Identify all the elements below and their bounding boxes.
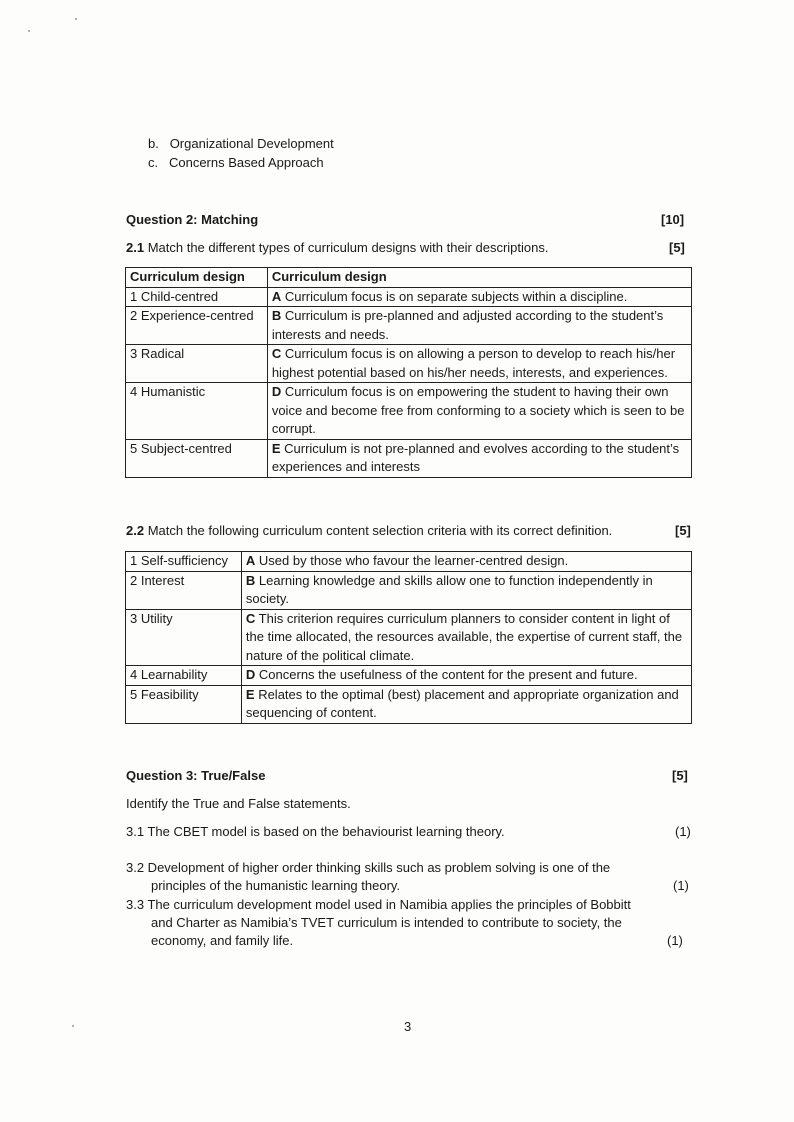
criterion-cell: 4 Learnability: [126, 666, 242, 686]
section-2-1-instruction: [126, 240, 548, 255]
scan-speck: [72, 1025, 74, 1027]
section-text: Match the following curriculum content selection criteria with its correct definition.: [147, 523, 613, 538]
list-marker: c.: [148, 155, 159, 170]
table-row: [126, 345, 692, 383]
statement-3-3-line: economy, and family life.: [151, 933, 294, 948]
definition-cell: E Relates to the optimal (best) placement and appropriate organization and sequencing of content.: [241, 685, 691, 723]
list-item: [148, 155, 324, 170]
page-number: 3: [404, 1019, 412, 1034]
curriculum-design-table: [125, 267, 692, 478]
content-criteria-table: [125, 551, 692, 724]
table-header-cell: Curriculum design: [267, 268, 691, 288]
statement-3-3-line: and Charter as Namibia’s TVET curriculum is intended to contribute to society, the: [151, 915, 622, 930]
definition-cell: C This criterion requires curriculum planners to consider content in light of the time allocated, the resources available, the expertise of current staff, the nature of the political climate.: [241, 609, 691, 666]
scan-speck: [75, 18, 77, 20]
criterion-cell: 2 Interest: [126, 571, 242, 609]
table-row: [126, 307, 692, 345]
definition-cell: A Used by those who favour the learner-centred design.: [241, 552, 691, 572]
description-cell: A Curriculum focus is on separate subjects within a discipline.: [267, 287, 691, 307]
design-name-cell: 4 Humanistic: [126, 383, 268, 440]
table-row: [126, 287, 692, 307]
design-name-cell: 2 Experience-centred: [126, 307, 268, 345]
description-cell: D Curriculum focus is on empowering the student to having their own voice and become free from conforming to a society which is seen to be corrupt.: [267, 383, 691, 440]
table-row: [126, 439, 692, 477]
table-row: [126, 383, 692, 440]
section-2-1-marks: [5]: [669, 240, 685, 255]
table-header-row: [126, 268, 692, 288]
criterion-cell: 1 Self-sufficiency: [126, 552, 242, 572]
table-header-cell: Curriculum design: [126, 268, 268, 288]
statement-3-3-line: 3.3 The curriculum development model used in Namibia applies the principles of Bobbitt: [126, 897, 631, 912]
definition-cell: D Concerns the usefulness of the content for the present and future.: [241, 666, 691, 686]
section-2-2-marks: [5]: [675, 523, 691, 538]
description-cell: E Curriculum is not pre-planned and evolves according to the student’s experiences and interests: [267, 439, 691, 477]
table-row: [126, 685, 692, 723]
list-text: Organizational Development: [169, 136, 334, 151]
statement-mark: (1): [673, 878, 689, 893]
scan-speck: [28, 30, 30, 32]
section-2-2-instruction: [126, 523, 612, 538]
design-name-cell: 1 Child-centred: [126, 287, 268, 307]
table-row: [126, 609, 692, 666]
question-3-marks: [5]: [672, 768, 688, 783]
question-3-intro: Identify the True and False statements.: [126, 796, 351, 811]
question-3-title: Question 3: True/False: [126, 768, 266, 783]
statement-3-2-line: principles of the humanistic learning theory.: [151, 878, 401, 893]
list-marker: b.: [148, 136, 159, 151]
table-row: [126, 571, 692, 609]
description-cell: B Curriculum is pre-planned and adjusted according to the student’s interests and needs.: [267, 307, 691, 345]
section-number: 2.2: [126, 523, 145, 538]
statement-3-2-line: 3.2 Development of higher order thinking skills such as problem solving is one of the: [126, 860, 611, 875]
section-number: 2.1: [126, 240, 145, 255]
design-name-cell: 5 Subject-centred: [126, 439, 268, 477]
criterion-cell: 5 Feasibility: [126, 685, 242, 723]
question-2-title: Question 2: Matching: [126, 212, 259, 227]
table-row: [126, 552, 692, 572]
description-cell: C Curriculum focus is on allowing a person to develop to reach his/her highest potential based on his/her needs, interests, and experiences.: [267, 345, 691, 383]
list-item: [148, 136, 334, 151]
statement-mark: (1): [667, 933, 683, 948]
section-text: Match the different types of curriculum designs with their descriptions.: [147, 240, 549, 255]
criterion-cell: 3 Utility: [126, 609, 242, 666]
statement-3-1: 3.1 The CBET model is based on the behaviourist learning theory.: [126, 824, 505, 839]
statement-mark: (1): [675, 824, 691, 839]
table-row: [126, 666, 692, 686]
design-name-cell: 3 Radical: [126, 345, 268, 383]
question-2-marks: [10]: [661, 212, 685, 227]
list-text: Concerns Based Approach: [168, 155, 324, 170]
definition-cell: B Learning knowledge and skills allow one to function independently in society.: [241, 571, 691, 609]
